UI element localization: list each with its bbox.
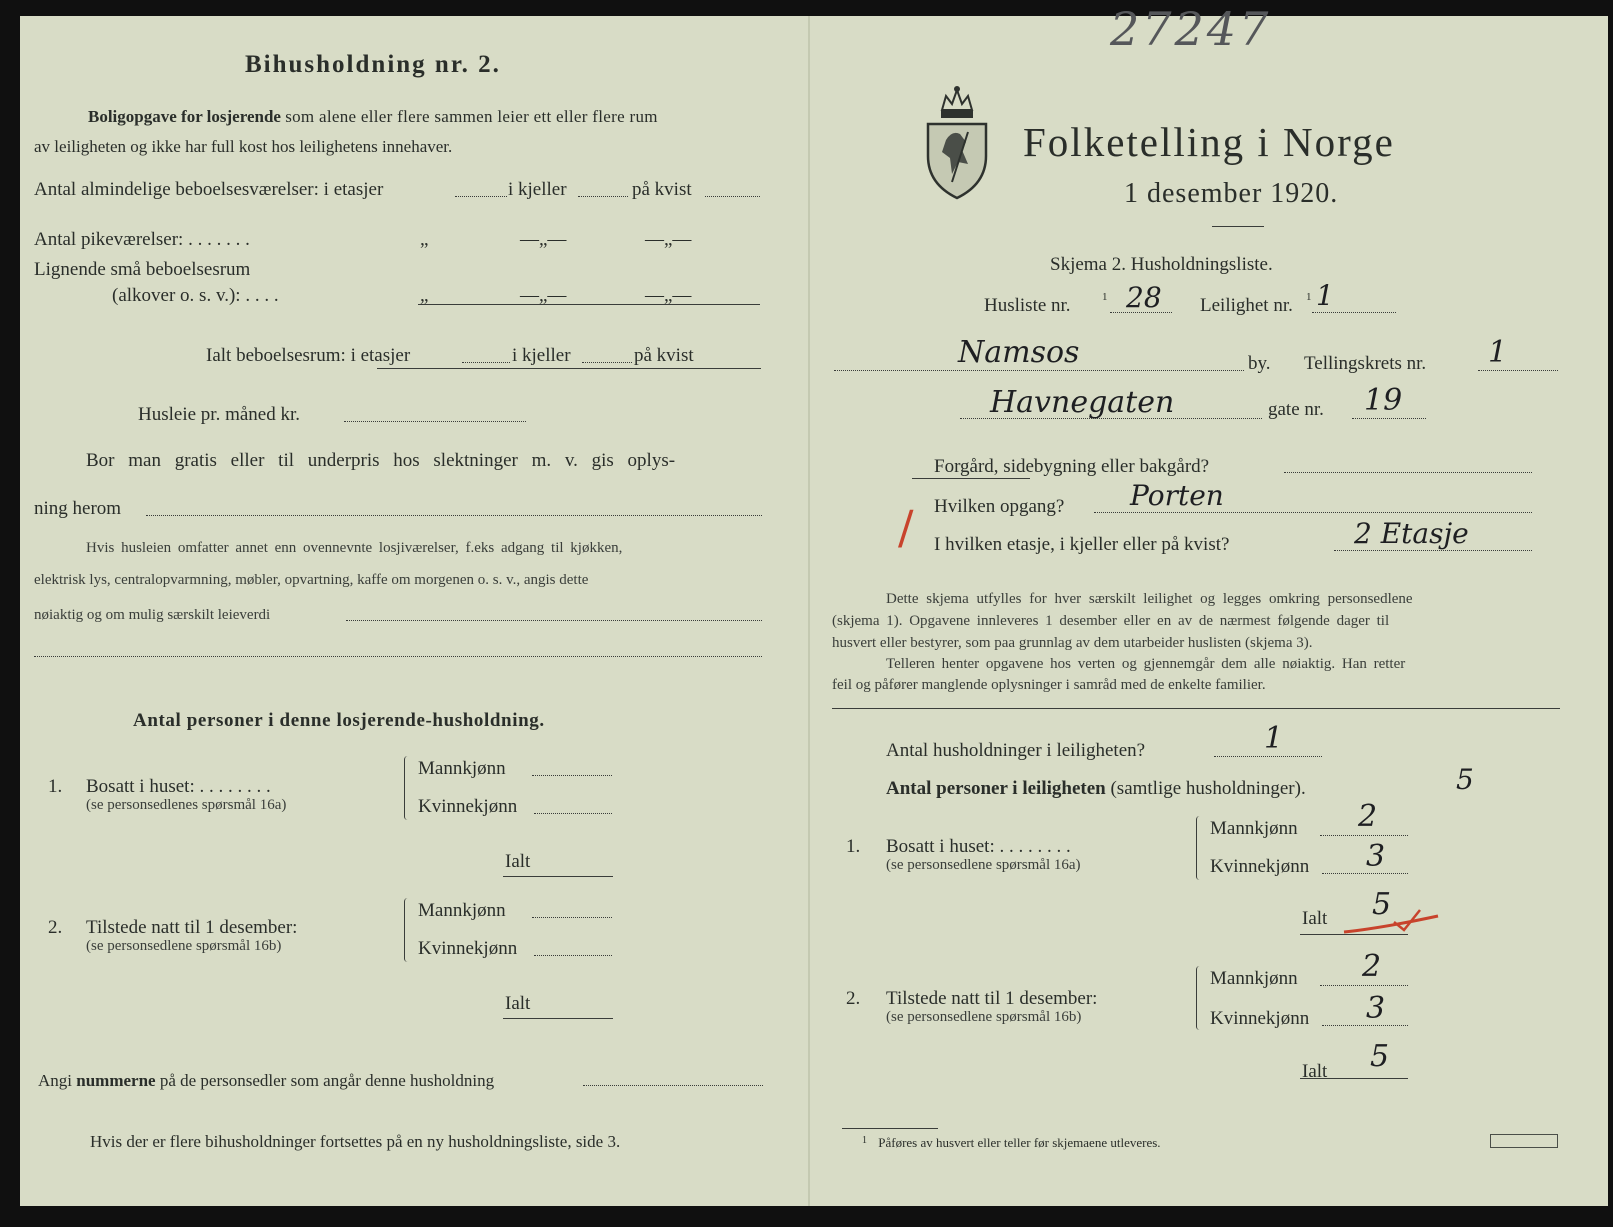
instr2-line2: feil og påfører manglende oplysninger i samråd med de enkelte familier. xyxy=(832,677,1266,693)
hush-label: Antal husholdninger i leiligheten? xyxy=(886,740,1146,761)
left-q2-mann: Mannkjønn xyxy=(418,900,506,921)
angi-pre: Angi xyxy=(38,1071,72,1090)
street-line xyxy=(960,418,1262,419)
left-intro xyxy=(88,108,658,125)
hvis-line2: elektrisk lys, centralopvarmning, møbler, opvartning, kaffe om morgenen o. s. v., angis dette xyxy=(34,572,589,588)
pike-label: Antal pikeværelser: . . . . . . . xyxy=(34,229,250,250)
right-q1-sub: (se personsedlene spørsmål 16a) xyxy=(886,857,1081,873)
archive-number: 27247 xyxy=(1110,2,1272,56)
gate-line xyxy=(1352,418,1426,419)
ialt-kjeller-label: i kjeller xyxy=(512,345,571,366)
ialt-kvist-label: på kvist xyxy=(634,345,694,366)
husleie-label: Husleie pr. måned kr. xyxy=(138,404,300,425)
gate-label: gate nr. xyxy=(1268,399,1324,420)
page-fold xyxy=(808,16,810,1206)
footnote-mark-1: 1 xyxy=(1102,291,1108,303)
krets-line xyxy=(1478,370,1558,371)
hvis-line-b xyxy=(34,656,762,657)
husliste-label: Husliste nr. xyxy=(984,295,1071,316)
gratis-line xyxy=(146,515,762,516)
krets-label: Tellingskrets nr. xyxy=(1304,353,1427,374)
right-q1-mann: Mannkjønn xyxy=(1210,818,1298,839)
alkover-underline xyxy=(418,304,760,305)
right-q2-brace xyxy=(1196,966,1203,1030)
rooms-kvist-label: på kvist xyxy=(632,179,692,200)
right-q1-brace xyxy=(1196,816,1203,880)
right-q2-kvinne: Kvinnekjønn xyxy=(1210,1008,1310,1029)
etasje-label: I hvilken etasje, i kjeller eller på kvist? xyxy=(934,534,1230,555)
right-q1-mann-line xyxy=(1320,835,1408,836)
hush-value: 1 xyxy=(1264,721,1284,756)
instr1-line3: husvert eller bestyrer, som paa grunnlag av dem utarbeider huslisten (skjema 3). xyxy=(832,635,1313,651)
left-footer: Hvis der er flere bihusholdninger fortsettes på en ny husholdningsliste, side 3. xyxy=(90,1132,621,1151)
pike-ditto-2: —„— xyxy=(520,229,567,250)
right-q1-ialt: Ialt xyxy=(1302,908,1328,929)
hvis-line-a xyxy=(346,620,762,621)
opgang-label: Hvilken opgang? xyxy=(934,496,1065,517)
left-q2-num: 2. xyxy=(48,917,63,938)
norwegian-coat-of-arms xyxy=(922,84,992,202)
hvis-line3: nøiaktig og om mulig særskilt leieverdi xyxy=(34,607,271,623)
rooms-kjeller-label: i kjeller xyxy=(508,179,567,200)
city-value: Namsos xyxy=(958,335,1080,370)
right-q2-num: 2. xyxy=(846,988,861,1009)
printer-stamp xyxy=(1490,1134,1558,1148)
forgaard-line xyxy=(1284,472,1532,473)
right-q1-ialt-value: 5 xyxy=(1372,887,1392,922)
hvis-line1: Hvis husleien omfatter annet enn ovennevnte losjiværelser, f.eks adgang til kjøkken, xyxy=(86,540,623,556)
left-q1-mann-line xyxy=(532,775,612,776)
footnote-text: Påføres av husvert eller teller før skjemaene utleveres. xyxy=(878,1135,1161,1150)
leilighet-line xyxy=(1312,312,1396,313)
right-q1-label: Bosatt i huset: . . . . . . . . xyxy=(886,836,1071,857)
instructions-rule xyxy=(832,708,1560,709)
lignende-label: Lignende små beboelsesrum xyxy=(34,259,251,280)
persons-line xyxy=(886,779,1306,798)
right-q2-ialt: Ialt xyxy=(1302,1061,1328,1082)
right-q1-num: 1. xyxy=(846,836,861,857)
left-q1-mann: Mannkjønn xyxy=(418,758,506,779)
right-q2-sub: (se personsedlene spørsmål 16b) xyxy=(886,1009,1082,1025)
ialt-underline xyxy=(377,368,761,369)
pike-ditto-3: —„— xyxy=(645,229,692,250)
right-title: Folketelling i Norge xyxy=(1023,119,1395,165)
left-intro-rest: som alene eller flere sammen leier ett eller flere rum xyxy=(285,107,658,126)
right-q1-kvinne: Kvinnekjønn xyxy=(1210,856,1310,877)
alkover-ditto-1: „ xyxy=(420,285,429,306)
angi-line xyxy=(38,1072,494,1089)
left-q2-brace xyxy=(404,898,411,962)
etasje-value: 2 Etasje xyxy=(1354,517,1469,550)
leilighet-value: 1 xyxy=(1316,279,1334,312)
persons-mark: 5 xyxy=(1456,763,1474,796)
leilighet-label: Leilighet nr. xyxy=(1200,295,1293,316)
red-margin-mark: / xyxy=(898,500,914,554)
right-q2-ialt-line xyxy=(1300,1078,1408,1079)
krets-value: 1 xyxy=(1488,335,1508,370)
etasje-line xyxy=(1334,550,1532,551)
angi-line-fill xyxy=(583,1085,763,1086)
left-q1-label: Bosatt i huset: . . . . . . . . xyxy=(86,776,271,797)
right-q2-mann-line xyxy=(1320,985,1408,986)
skjema-label: Skjema 2. Husholdningsliste. xyxy=(1050,254,1273,275)
left-q2-label: Tilstede natt til 1 desember: xyxy=(86,917,298,938)
left-q2-kvinne-line xyxy=(534,955,612,956)
forgaard-label: Forgård, sidebygning eller bakgård? xyxy=(934,456,1210,477)
right-q2-label: Tilstede natt til 1 desember: xyxy=(886,988,1098,1009)
left-q2-ialt-line xyxy=(503,1018,613,1019)
instr2-line1: Telleren henter opgavene hos verten og gjennemgår dem alle nøiaktig. Han retter xyxy=(886,656,1406,672)
rooms-kvist-line xyxy=(705,196,760,197)
ialt-etasjer-line xyxy=(462,362,510,363)
gate-value: 19 xyxy=(1364,383,1403,418)
right-q2-mann-value: 2 xyxy=(1362,949,1382,984)
rooms-kjeller-line xyxy=(578,196,628,197)
hush-line xyxy=(1214,756,1322,757)
gratis-line1: Bor man gratis eller til underpris hos slektninger m. v. gis oplys- xyxy=(86,450,676,471)
forgaard-underline xyxy=(912,478,1030,479)
persons-rest: (samtlige husholdninger). xyxy=(1110,778,1306,799)
right-date: 1 desember 1920. xyxy=(1124,178,1339,209)
right-q1-ialt-line xyxy=(1300,934,1408,935)
footnote-num: 1 xyxy=(862,1135,867,1146)
rooms-label: Antal almindelige beboelsesværelser: i etasjer xyxy=(34,179,384,200)
husleie-line xyxy=(344,421,526,422)
angi-rest: på de personsedler som angår denne husholdning xyxy=(159,1071,495,1090)
left-q2-kvinne: Kvinnekjønn xyxy=(418,938,518,959)
right-q2-kvinne-value: 3 xyxy=(1366,991,1386,1026)
city-line xyxy=(834,370,1244,371)
left-persons-heading: Antal personer i denne losjerende-husholdning. xyxy=(133,710,545,731)
right-q2-ialt-value: 5 xyxy=(1370,1039,1390,1074)
left-q1-kvinne-line xyxy=(534,813,612,814)
title-rule xyxy=(1212,226,1264,227)
by-label: by. xyxy=(1248,353,1271,374)
ialt-rooms-label: Ialt beboelsesrum: i etasjer xyxy=(206,345,411,366)
right-q1-kvinne-line xyxy=(1322,873,1408,874)
rooms-etasjer-line xyxy=(455,196,507,197)
alkover-label: (alkover o. s. v.): . . . . xyxy=(112,285,279,306)
footnote-mark-2: 1 xyxy=(1306,291,1312,303)
left-q2-mann-line xyxy=(532,917,612,918)
left-title: Bihusholdning nr. 2. xyxy=(245,51,501,78)
alkover-ditto-2: —„— xyxy=(520,285,567,306)
alkover-ditto-3: —„— xyxy=(645,285,692,306)
right-q1-mann-value: 2 xyxy=(1358,799,1378,834)
left-q1-num: 1. xyxy=(48,776,63,797)
ialt-kjeller-line xyxy=(582,362,632,363)
left-q1-sub: (se personsedlenes spørsmål 16a) xyxy=(86,797,287,813)
left-intro-bold: Boligopgave for losjerende xyxy=(88,107,281,126)
left-q1-kvinne: Kvinnekjønn xyxy=(418,796,518,817)
street-value: Havnegaten xyxy=(990,385,1175,420)
footnote-line xyxy=(862,1136,1161,1149)
husliste-line xyxy=(1110,312,1172,313)
pike-ditto-1: „ xyxy=(420,229,429,250)
angi-bold: nummerne xyxy=(76,1071,156,1090)
instr1-line2: (skjema 1). Opgavene innleveres 1 desember eller en av de nærmest følgende dager til xyxy=(832,613,1390,629)
footnote-rule xyxy=(842,1128,938,1129)
right-q1-kvinne-value: 3 xyxy=(1366,839,1386,874)
left-intro-line2: av leiligheten og ikke har full kost hos leilighetens innehaver. xyxy=(34,137,453,156)
left-q2-ialt: Ialt xyxy=(505,993,531,1014)
left-q1-ialt-line xyxy=(503,876,613,877)
persons-bold: Antal personer i leiligheten xyxy=(886,778,1106,799)
instr1-line1: Dette skjema utfylles for hver særskilt leilighet og legges omkring personsedlene xyxy=(886,591,1413,607)
opgang-line xyxy=(1094,512,1532,513)
right-q2-kvinne-line xyxy=(1322,1025,1408,1026)
right-q2-mann: Mannkjønn xyxy=(1210,968,1298,989)
left-q1-ialt: Ialt xyxy=(505,851,531,872)
left-q2-sub: (se personsedlene spørsmål 16b) xyxy=(86,938,282,954)
husliste-value: 28 xyxy=(1126,281,1162,314)
left-q1-brace xyxy=(404,756,411,820)
opgang-value: Porten xyxy=(1130,479,1224,512)
gratis-line2: ning herom xyxy=(34,498,122,519)
